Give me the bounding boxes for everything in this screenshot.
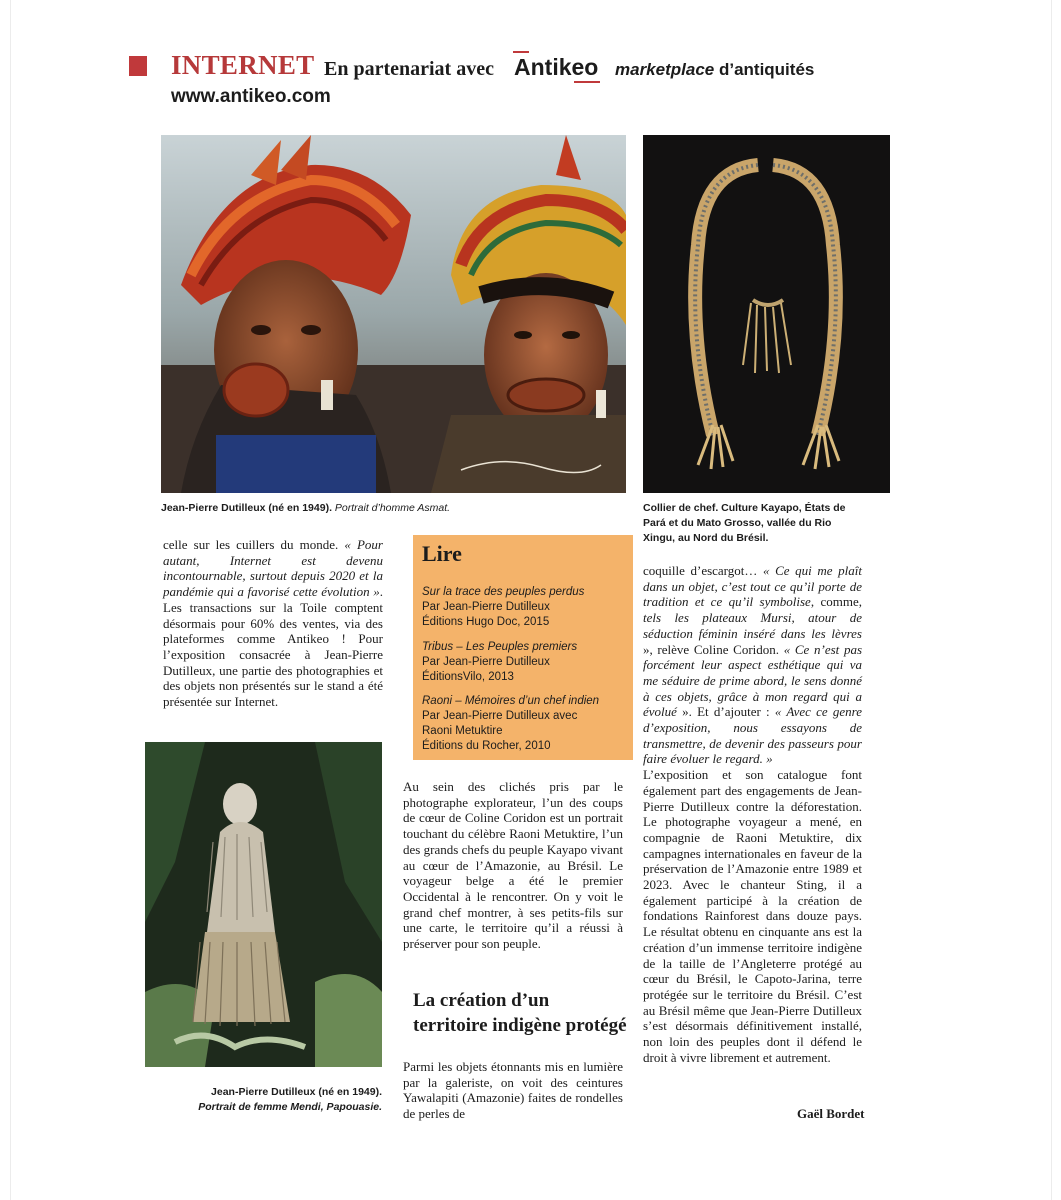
logo-text: Antikeo [514, 54, 599, 80]
book-1-author: Par Jean-Pierre Dutilleux [422, 601, 550, 613]
col3-quote-1: « Ce qui me plaît dans un objet, c’est tout ce qu’il porte de tradition et ce qu’il symbolise [643, 563, 863, 610]
col1-text-b: . Les transactions sur la Toile comptent désormais pour 60% des ventes, via des plateformes comme Antikeo ! Pour l’exposition consacrée à Jean-Pierre Dutilleux, une partie des photographies et des objets non présentés sur le stand a été présentée sur Internet. [163, 584, 383, 710]
col3-paragraph-2: L’exposition et son catalogue font également part des engagements de Jean-Pierre Dutilleux contre la déforestation. Le photographe voyageur a mené, en compagnie de Raoni Metuktire, dix campagnes internationales en faveur de la préservation de l’Amazonie entre 1989 et 2023. Avec le chanteur Sting, il a également participé à la création de fondations Rainforest dans douze pays. Le résultat obtenu en cinquante ans est la création d’un immense territoire indigène de la taille de l’Angleterre protégé au cœur du Brésil, le Capoto-Jarina, terre protégée sur le territoire du Brésil. C’est au Brésil même que Jean-Pierre Dutilleux s’est désormais définitivement installé, non loin des peuples dont il défend le droit à vivre librement et autrement. [643, 767, 862, 1065]
reading-box-title: Lire [422, 541, 462, 566]
caption-photo-necklace [643, 501, 848, 546]
col1-text-a: celle sur les cuillers du monde. [163, 537, 345, 552]
book-2 [422, 640, 628, 685]
book-1-title: Sur la trace des peuples perdus [422, 586, 585, 598]
caption-photo-necklace-bold: Collier de chef. Culture Kayapo, États de Pará et du Mato Grosso, vallée du Rio Xingu, au Nord du Brésil. [643, 502, 846, 544]
website-url: www.antikeo.com [171, 86, 331, 107]
caption-photo-mendi-bold: Jean-Pierre Dutilleux (né en 1949). [211, 1086, 382, 1098]
col3-c: », relève Coline Coridon. [643, 641, 784, 657]
col3-b: , comme, [810, 594, 862, 610]
column-3-text [643, 563, 862, 1066]
author-signature: Gaël Bordet [797, 1106, 865, 1121]
book-3-publisher: Éditions du Rocher, 2010 [422, 740, 551, 752]
magazine-page [10, 0, 1052, 1200]
col3-a: coquille d’escargot… [643, 563, 764, 578]
photo-necklace [643, 135, 890, 493]
caption-photo-mendi-italic: Portrait de femme Mendi, Papouasie. [198, 1101, 382, 1113]
caption-photo-mendi [145, 1085, 382, 1115]
section-marker [129, 56, 147, 76]
caption-photo-chiefs-italic: Portrait d’homme Asmat. [331, 502, 451, 514]
tagline [615, 60, 814, 80]
logo-underline [574, 81, 600, 83]
book-2-publisher: ÉditionsVilo, 2013 [422, 671, 514, 683]
col3-quote-2: tels les plateaux Mursi, atour de séduction féminin inséré dans les lèvres [643, 610, 862, 641]
photo-necklace-image [643, 135, 890, 493]
book-1 [422, 585, 628, 630]
column-2-text: Au sein des clichés pris par le photographe explorateur, l’un des coups de cœur de Coline Coridon est un portrait touchant du célèbre Raoni Metuktire, l’un des grands chefs du peuple Kayapo vivant au cœur de l’Amazonie, au Brésil. Le voyageur belge a été le premier Occidental à le rencontrer. On y voit le grand chef montrer, à ses petits-fils sur une carte, le territoire qu’il a réussi à préserver pour son peuple. [403, 779, 623, 952]
book-3-author2: Raoni Metuktire [422, 725, 503, 737]
antikeo-logo [514, 54, 598, 81]
photo-mendi-woman-image [145, 742, 382, 1067]
tagline-italic: marketplace [615, 60, 715, 79]
book-3-title: Raoni – Mémoires d’un chef indien [422, 695, 600, 707]
col3-quote-3: « Ce n’est pas forcément leur aspect esthétique qui va me séduire de prime abord, le sens donné à ces objets, grâce à mon regard qui a évolué [643, 641, 862, 720]
col1-quote: « Pour autant, Internet est devenu incontournable, surtout depuis 2020 et la pandémie qui a favorisé cette évolution » [163, 537, 383, 600]
reading-box [413, 535, 633, 760]
partner-text: En partenariat avec [324, 58, 494, 80]
photo-chiefs [161, 135, 626, 493]
book-1-publisher: Éditions Hugo Doc, 2015 [422, 616, 550, 628]
photo-chiefs-image [161, 135, 626, 493]
caption-photo-chiefs [161, 501, 626, 516]
column-2-text-b: Parmi les objets étonnants mis en lumière par la galeriste, on voit des ceintures Yawalapiti (Amazonie) faites de rondelles de perles de [403, 1059, 623, 1122]
col3-quote-4: « Avec ce genre d’exposition, nous essayons de transmettre, de devenir des passeurs pour faire évoluer le regard. » [643, 704, 862, 767]
tagline-rest: d’antiquités [714, 60, 815, 79]
book-3 [422, 694, 628, 754]
section-title: INTERNET [171, 50, 315, 80]
book-3-author: Par Jean-Pierre Dutilleux avec [422, 710, 578, 722]
column-1-text [163, 537, 383, 710]
subheading: La création d’un territoire indigène protégé [413, 990, 627, 1036]
caption-photo-chiefs-bold: Jean-Pierre Dutilleux (né en 1949). [161, 502, 332, 514]
photo-mendi-woman [145, 742, 382, 1067]
col3-d: ». Et d’ajouter : [676, 704, 775, 720]
book-2-title: Tribus – Les Peuples premiers [422, 641, 578, 653]
book-2-author: Par Jean-Pierre Dutilleux [422, 656, 550, 668]
logo-mark [513, 51, 529, 53]
